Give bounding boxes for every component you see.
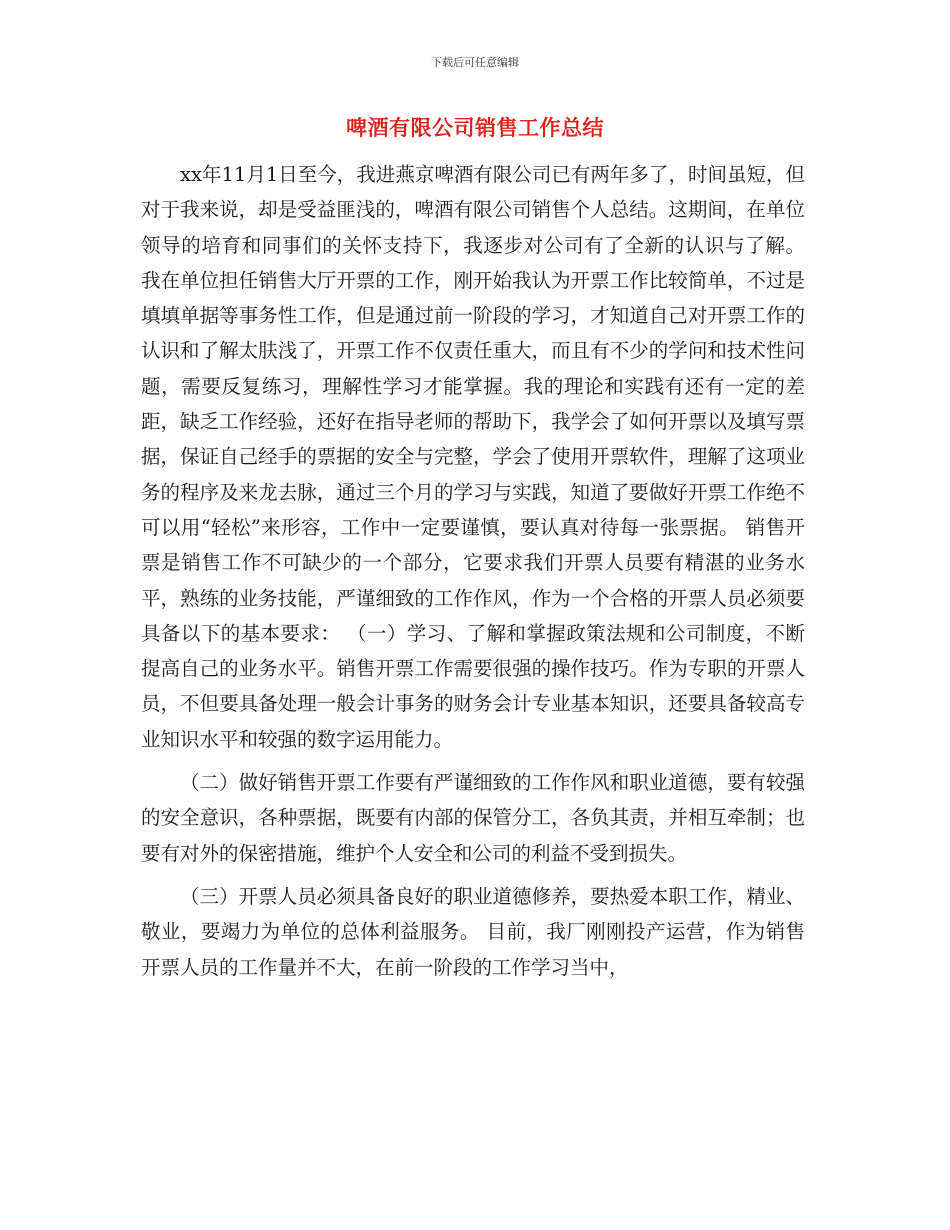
header-note: 下载后可任意编辑 xyxy=(431,56,519,69)
paragraph: xx年11月1日至今，我进燕京啤酒有限公司已有两年多了，时间虽短，但对于我来说，却是受益匪浅的，啤酒有限公司销售个人总结。这期间，在单位领导的培育和同事们的关怀支持下，我逐步对公司有了全新的认识与了解。 我在单位担任销售大厅开票的工作，刚开始我认为开票工作比较简单，不过是填填单据等事务性工作，但是通过前一阶段的学习，才知道自己对开票工作的认识和了解太肤浅了，开票工作不仅责任重大，而且有不少的学问和技术性问题，需要反复练习，理解性学习才能掌握。我的理论和实践有还有一定的差距，缺乏工作经验，还好在指导老师的帮助下，我学会了如何开票以及填写票据，保证自己经手的票据的安全与完整，学会了使用开票软件，理解了这项业务的程序及来龙去脉，通过三个月的学习与实践，知道了要做好开票工作绝不可以用“轻松”来形容，工作中一定要谨慎，要认真对待每一张票据。 销售开票是销售工作不可缺少的一个部分，它要求我们开票人员要有精湛的业务水平，熟练的业务技能，严谨细致的工作作风，作为一个合格的开票人员必须要具备以下的基本要求： （一）学习、了解和掌握政策法规和公司制度，不断提高自己的业务水平。销售开票工作需要很强的操作技巧。作为专职的开票人员，不但要具备处理一般会计事务的财务会计专业基本知识，还要具备较高专业知识水平和较强的数字运用能力。 xyxy=(141,163,805,751)
document-title: 啤酒有限公司销售工作总结 xyxy=(346,116,604,140)
paragraph: （三）开票人员必须具备良好的职业道德修养，要热爱本职工作，精业、敬业，要竭力为单位的总体利益服务。 目前，我厂刚刚投产运营，作为销售开票人员的工作量并不大，在前一阶段的工作学习当中， xyxy=(141,884,805,979)
paragraph: （二）做好销售开票工作要有严谨细致的工作作风和职业道德，要有较强的安全意识，各种票据，既要有内部的保管分工，各负其责，并相互牵制；也要有对外的保密措施，维护个人安全和公司的利益不受到损失。 xyxy=(141,771,805,865)
document-body xyxy=(141,157,805,985)
